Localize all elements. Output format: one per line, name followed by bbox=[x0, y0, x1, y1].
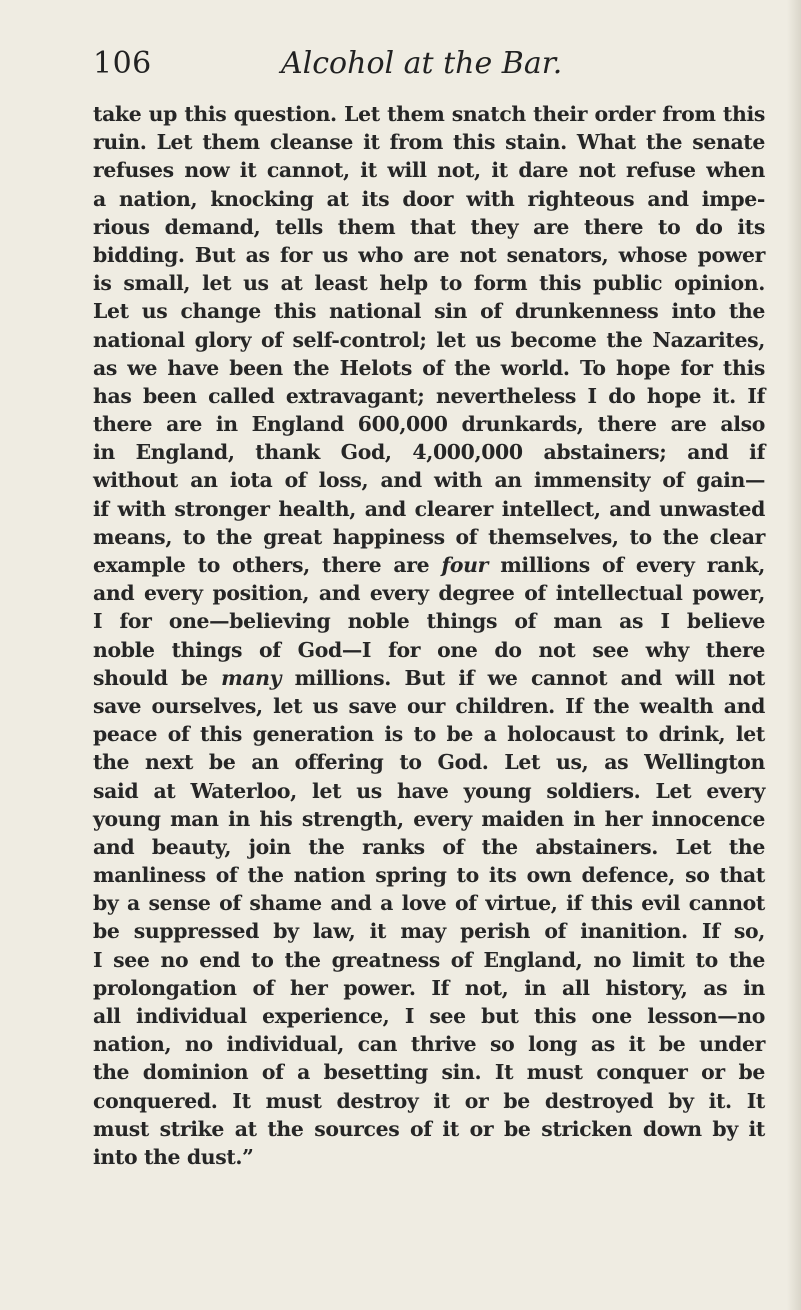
text-line bbox=[93, 213, 765, 241]
text-segment: all individual experience, I see but this one lesson—no bbox=[93, 1004, 765, 1028]
text-line bbox=[93, 805, 765, 833]
text-line bbox=[93, 410, 765, 438]
text-line bbox=[93, 241, 765, 269]
text-segment: I for one—believing noble things of man as I believe bbox=[93, 609, 765, 634]
text-line bbox=[93, 1143, 765, 1171]
text-segment: prolongation of her power. If not, in all history, as in bbox=[93, 975, 765, 1000]
text-segment: should be bbox=[93, 665, 222, 690]
text-line bbox=[93, 382, 765, 410]
running-title: Alcohol at the Bar. bbox=[281, 46, 563, 81]
text-line bbox=[93, 889, 765, 917]
text-line bbox=[93, 1058, 765, 1086]
text-segment: must strike at the sources of it or be stricken down by it bbox=[93, 1116, 765, 1141]
text-line bbox=[93, 748, 765, 776]
text-segment: in England, thank God, 4,000,000 abstainers; and if bbox=[93, 440, 765, 465]
text-segment: a nation, knocking at its door with righteous and impe- bbox=[93, 186, 765, 211]
text-line bbox=[93, 579, 765, 607]
text-segment: peace of this generation is to be a holocaust to drink, let bbox=[93, 722, 765, 747]
page-header bbox=[93, 46, 753, 86]
text-segment: manliness of the nation spring to its own defence, so that bbox=[93, 863, 765, 888]
text-line bbox=[93, 974, 765, 1002]
text-segment: millions of every rank, bbox=[488, 553, 765, 577]
text-line bbox=[93, 269, 765, 297]
text-line bbox=[93, 917, 765, 945]
text-line bbox=[93, 1002, 765, 1030]
text-line bbox=[93, 861, 765, 889]
text-line bbox=[93, 466, 765, 494]
text-segment: conquered. It must destroy it or be destroyed by it. It bbox=[93, 1088, 765, 1113]
scan-edge-shadow bbox=[787, 0, 801, 1310]
text-segment: means, to the great happiness of themselves, to the clear bbox=[93, 524, 765, 549]
text-line bbox=[93, 156, 765, 184]
text-line bbox=[93, 100, 765, 128]
text-segment: millions. But if we cannot and will not bbox=[281, 665, 765, 690]
text-line bbox=[93, 607, 765, 635]
page-number: 106 bbox=[93, 46, 152, 81]
text-segment: said at Waterloo, let us have young soldiers. Let every bbox=[93, 778, 765, 803]
text-line bbox=[93, 1030, 765, 1058]
text-segment: ruin. Let them cleanse it from this stain. What the senate bbox=[93, 130, 765, 155]
text-segment: rious demand, tells them that they are there to do its bbox=[93, 214, 765, 239]
text-line bbox=[93, 1115, 765, 1143]
text-segment: is small, let us at least help to form this public opinion. bbox=[93, 271, 765, 296]
text-segment: the next be an offering to God. Let us, as Wellington bbox=[93, 750, 765, 775]
text-line bbox=[93, 1087, 765, 1115]
text-line bbox=[93, 692, 765, 720]
text-segment: be suppressed by law, it may perish of inanition. If so, bbox=[93, 919, 765, 944]
text-segment: without an iota of loss, and with an immensity of gain— bbox=[93, 468, 765, 493]
text-line bbox=[93, 523, 765, 551]
text-segment: into the dust.” bbox=[93, 1144, 254, 1169]
text-line bbox=[93, 777, 765, 805]
text-line bbox=[93, 720, 765, 748]
text-segment: there are in England 600,000 drunkards, there are also bbox=[93, 412, 765, 437]
text-segment: take up this question. Let them snatch their order from this bbox=[93, 102, 765, 126]
text-line bbox=[93, 185, 765, 213]
text-segment: as we have been the Helots of the world. To hope for this bbox=[93, 355, 765, 380]
text-line bbox=[93, 354, 765, 382]
text-segment: example to others, there are bbox=[93, 553, 442, 577]
text-segment: the dominion of a besetting sin. It must conquer or be bbox=[93, 1060, 765, 1085]
text-line bbox=[93, 297, 765, 325]
text-segment: bidding. But as for us who are not senators, whose power bbox=[93, 242, 765, 267]
text-segment: and every position, and every degree of intellectual power, bbox=[93, 581, 765, 606]
text-segment: has been called extravagant; nevertheless I do hope it. If bbox=[93, 383, 765, 408]
text-line bbox=[93, 326, 765, 354]
text-segment: national glory of self-control; let us become the Nazarites, bbox=[93, 327, 765, 352]
text-line bbox=[93, 551, 765, 579]
text-segment: by a sense of shame and a love of virtue, if this evil cannot bbox=[93, 891, 765, 916]
text-segment: Let us change this national sin of drunkenness into the bbox=[93, 299, 765, 324]
text-line bbox=[93, 946, 765, 974]
text-line bbox=[93, 438, 765, 466]
text-line bbox=[93, 636, 765, 664]
body-text bbox=[93, 100, 765, 1171]
text-segment: refuses now it cannot, it will not, it dare not refuse when bbox=[93, 158, 765, 183]
italic-text: many bbox=[221, 665, 282, 690]
text-segment: young man in his strength, every maiden in her innocence bbox=[93, 806, 765, 831]
text-line bbox=[93, 495, 765, 523]
text-segment: noble things of God—I for one do not see why there bbox=[93, 637, 765, 662]
text-segment: I see no end to the greatness of England, no limit to the bbox=[93, 947, 765, 972]
text-segment: if with stronger health, and clearer intellect, and unwasted bbox=[93, 496, 765, 521]
italic-text: four bbox=[441, 553, 489, 577]
text-line bbox=[93, 664, 765, 692]
text-segment: and beauty, join the ranks of the abstainers. Let the bbox=[93, 834, 765, 859]
text-segment: save ourselves, let us save our children. If the wealth and bbox=[93, 693, 765, 718]
text-segment: nation, no individual, can thrive so long as it be under bbox=[93, 1032, 765, 1057]
text-line bbox=[93, 833, 765, 861]
text-line bbox=[93, 128, 765, 156]
